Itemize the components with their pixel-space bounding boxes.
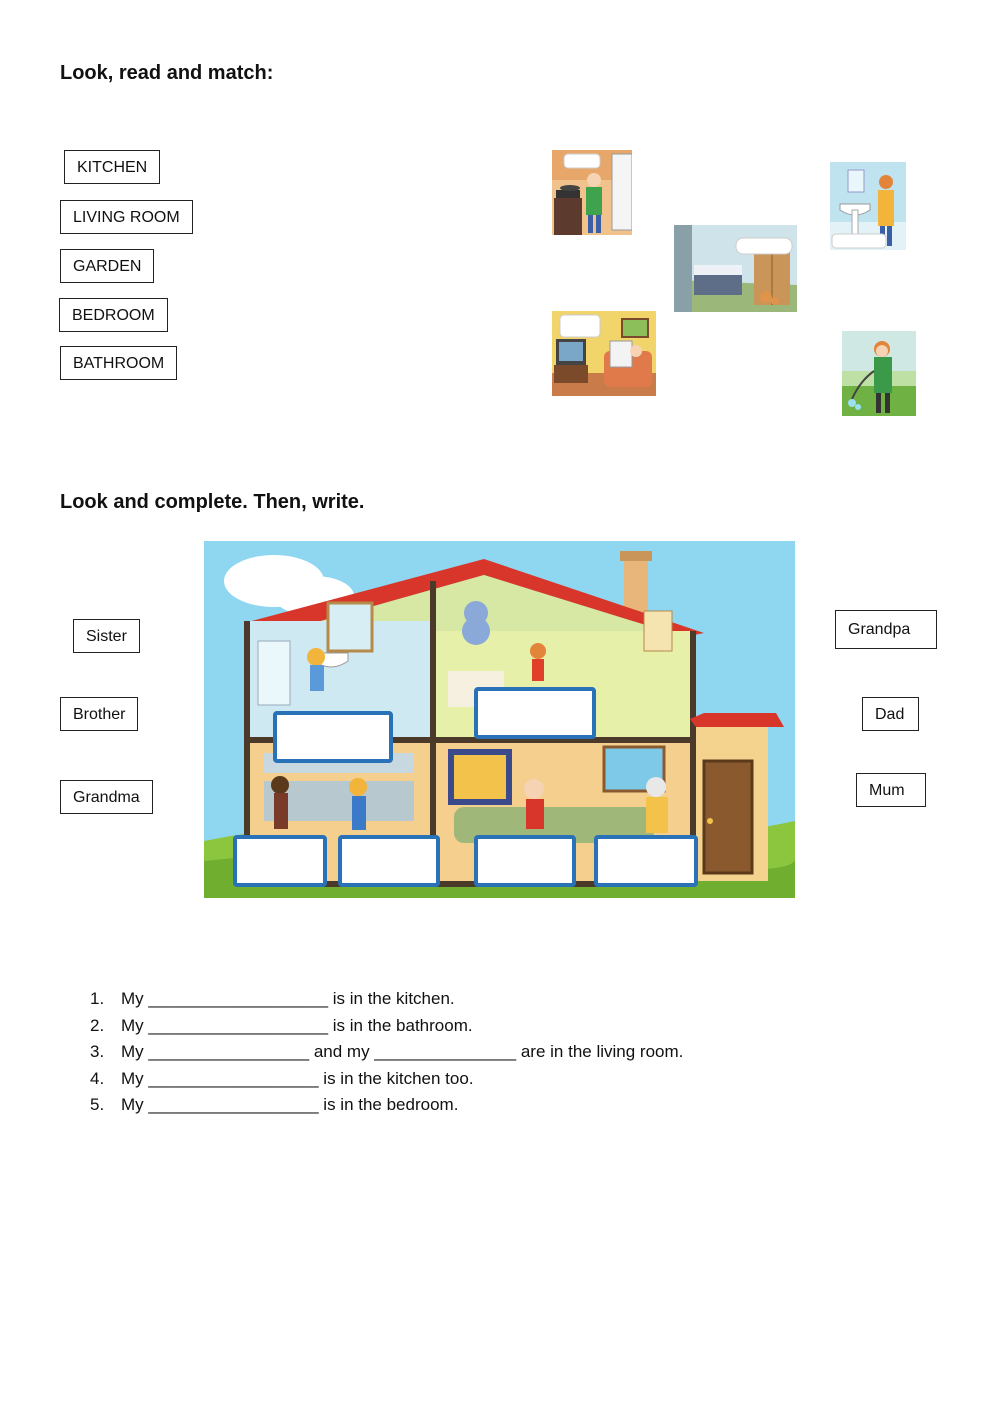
word-brother[interactable]: Brother	[60, 697, 138, 731]
kitchen-illustration	[552, 150, 632, 235]
word-bathroom[interactable]: BATHROOM	[60, 346, 177, 380]
sentence-5	[90, 1092, 683, 1119]
sentence-text: My __________________ is in the kitchen too.	[121, 1068, 474, 1088]
kitchen-drop-box-2[interactable]	[338, 835, 440, 887]
bedroom-picture[interactable]	[674, 225, 797, 312]
bedroom-illustration	[674, 225, 797, 312]
living-room-drop-box-2[interactable]	[594, 835, 698, 887]
bathroom-illustration	[830, 162, 906, 250]
bathroom-picture[interactable]	[830, 162, 906, 250]
kitchen-picture[interactable]	[552, 150, 632, 235]
sentence-number: 3.	[90, 1042, 105, 1061]
sentence-2	[90, 1013, 683, 1040]
word-grandma[interactable]: Grandma	[60, 780, 153, 814]
kitchen-drop-box-1[interactable]	[233, 835, 327, 887]
sentence-number: 1.	[90, 989, 105, 1008]
bedroom-drop-box[interactable]	[474, 687, 596, 739]
sentence-number: 5.	[90, 1095, 105, 1114]
sentence-number: 4.	[90, 1068, 105, 1088]
living-room-picture[interactable]	[552, 311, 656, 396]
sentence-text: My ___________________ is in the kitchen.	[121, 989, 455, 1008]
sentence-4	[90, 1066, 683, 1093]
sentence-text: My __________________ is in the bedroom.	[121, 1095, 459, 1114]
sentence-text: My ___________________ is in the bathroom.	[121, 1015, 473, 1035]
section2-title: Look and complete. Then, write.	[60, 491, 365, 513]
sentence-3	[90, 1039, 683, 1066]
bathroom-drop-box[interactable]	[273, 711, 393, 763]
word-dad[interactable]: Dad	[862, 697, 919, 731]
living-room-illustration	[552, 311, 656, 396]
word-living-room[interactable]: LIVING ROOM	[60, 200, 193, 234]
word-bedroom[interactable]: BEDROOM	[59, 298, 168, 332]
section1-title: Look, read and match:	[60, 62, 274, 84]
word-grandpa[interactable]: Grandpa	[835, 610, 937, 649]
sentence-number: 2.	[90, 1015, 105, 1035]
word-sister[interactable]: Sister	[73, 619, 140, 653]
living-room-drop-box-1[interactable]	[474, 835, 576, 887]
word-garden[interactable]: GARDEN	[60, 249, 154, 283]
word-mum[interactable]: Mum	[856, 773, 926, 807]
sentence-text: My _________________ and my _______________ are in the living room.	[121, 1042, 684, 1061]
garden-illustration	[842, 331, 916, 416]
sentence-1	[90, 986, 683, 1013]
word-kitchen[interactable]: KITCHEN	[64, 150, 160, 184]
sentence-list	[90, 986, 683, 1119]
garden-picture[interactable]	[842, 331, 916, 416]
